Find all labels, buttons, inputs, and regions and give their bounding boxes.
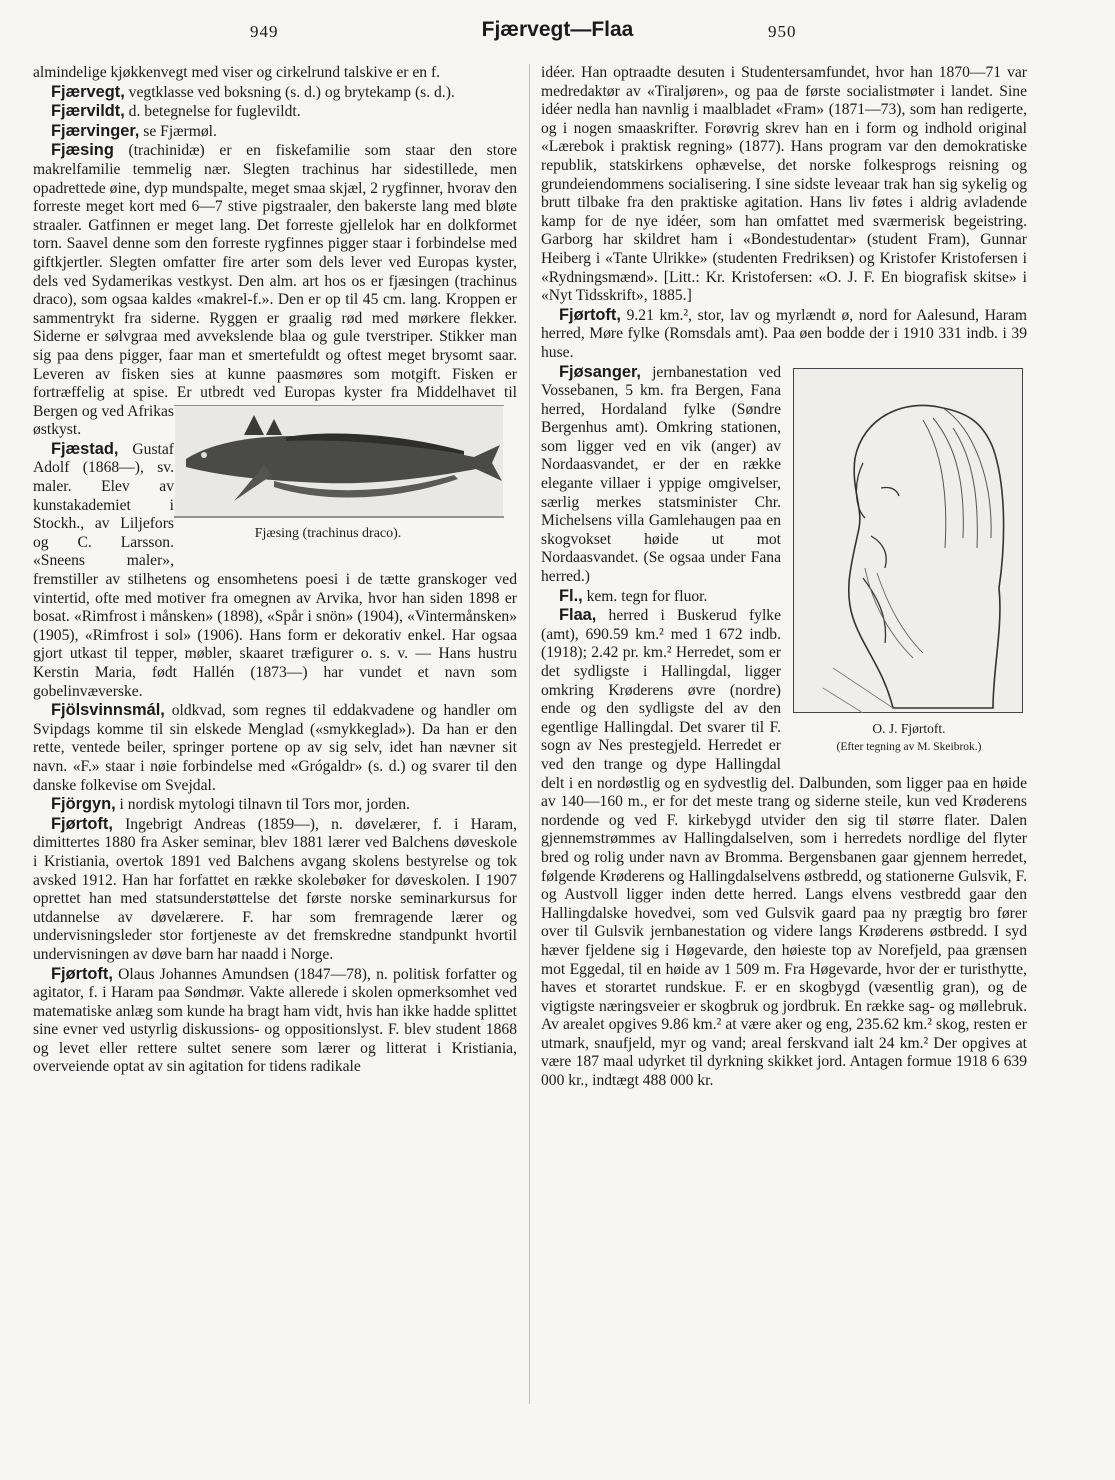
entry-text: oldkvad, som regnes til eddakvadene og handler om Svipdags komme til sin elskede Menglad («smykkeglad»). Da han er den rette, ventede beiler, springer portene op av sig selv, idet han nævner sit navn. «F.» staar i nøie forbindelse med «Grógaldr» (s. d.) og svarer til den danske folkevise om Svejdal. [33, 702, 517, 794]
entry-fjolsvinnsmal [33, 701, 517, 795]
page-header [0, 18, 1115, 48]
entry-fjaervegt [33, 83, 517, 103]
fish-caption: Fjæsing (trachinus draco). [254, 526, 402, 542]
fish-figure [174, 405, 509, 560]
entry-text: Gustaf Adolf (1868—), sv. maler. Elev av kunstakademiet i Stockh., av Liljefors og C. Larsson. «Sneens maler», fremstiller av stilhetens og ensomhetens poesi i de tætte granskoger ved vintertid, ofte med motiver fra omegnen av Arvika, hvor han siden 1898 er bosat. «Rimfrost i månsken» (1898), «Spår i snön» (1904), «Vintermånsken» (1905), «Rimfrost i sol» (1906). Hans form er dekorativ enkel. Har ogsaa gjort utkast til tepper, møbler, skaaret træfigurer o. s. v. — Hans hustru Kerstin Maria, født Hallén (1873—) har vundet et navn som gobelinvæverske. [33, 440, 517, 700]
headword: Fjærvinger, [51, 121, 140, 140]
headword: Fjölsvinnsmál, [51, 701, 165, 720]
headword: Fjærvildt, [51, 102, 125, 121]
portrait-figure [791, 368, 1027, 768]
continued-paragraph: idéer. Han optraadte desuten i Studentersamfundet, hvor han 1870—71 var medredaktør av «Tiraljøren», og paa de første socialistmøter i landet. Sine idéer nedla han navnlig i maalbladet «Fram» (1871—73), som han redigerte, og i nogen smaaskrifter. Forøvrig skrev han en i form og indhold original «Lærebok i praktisk regning» (1877). Hans program var den demokratiske republik, statskirkens ophævelse, det norske folkesprogs reisning og grundeiendommens socialisering. I sine sidste leveaar trak han sig sykelig og brutt tilbake fra den praktiske agitation. Hans liv føtes i aldrig avladende kamp for de nye idéer, som han omfattet med sværmerisk begeistring. Garborg har skildret ham i «Bondestudentar» (student Fram), Gunnar Heiberg i «Tante Ulrikke» (studenten Fredriksen) og Kristofer Kristofersen i «Rydningsmænd». [Litt.: Kr. Kristofersen: «O. J. F. En biografisk skitse» i «Nyt Tidsskrift», 1885.] [541, 64, 1027, 305]
page-number-right: 950 [768, 22, 797, 41]
headword: Fjøsanger, [559, 362, 641, 381]
portrait-caption: O. J. Fjørtoft. [872, 721, 946, 736]
portrait-drawing [793, 368, 1023, 713]
running-title: Fjærvegt—Flaa [481, 18, 634, 41]
entry-text: jernbanestation ved Vossebanen, 5 km. fra Bergen, Fana herred, Hordaland fylke (Søndre Bergenhus amt). Omkring stationen, som ligger ved en vik (anger) av Nordaasvandet, er der en række elegante villaer i yppige omgivelser, særlig merkes statsminister Chr. Michelsens villa Gamlehaugen paa en skogvokset høide ut mot Nordaasvandet. (Se ogsaa under Fana herred.) [541, 363, 781, 586]
entry-text: 9.21 km.², stor, lav og myrlændt ø, nord for Aalesund, Haram herred, Møre fylke (Romsdals amt). Paa øen bodde der i 1910 331 indb. i 39 huse. [541, 306, 1027, 361]
entry-fjaervildt [33, 102, 517, 122]
headword: Fjærvegt, [51, 82, 125, 101]
headword: Flaa, [559, 606, 597, 625]
entry-text: kem. tegn for fluor. [582, 587, 708, 605]
column-divider [529, 64, 530, 1404]
entry-text: i nordisk mytologi tilnavn til Tors mor, jorden. [115, 796, 410, 814]
portrait-credit: (Efter tegning av M. Skeibrok.) [836, 741, 982, 753]
entry-text: herred i Buskerud fylke (amt), 690.59 km.² med 1 672 indb. (1918); 2.42 pr. km.² Herredet, som er det sydligste i Hallingdal, ligger omkring Krøderens øvre (nordre) ende og den sydligste del av den egentlige Hallingdal. Det svarer til F. sogn av Nes prestegjeld. Herredet er ved den trange og dype Hallingdal delt i en nordøstlig og en sydvestlig del. Dalbunden, som ligger paa en høide av 140—160 m., er for det meste trang og siderne steile, kun ved Krøderens nordende og ved F. kirkebygd utvider den sig til større flater. Dalen gjennemstrømmes av Hallingdalselven, som i herredets nordlige del flyter bred og rolig under navn av Bromma. Bergensbanen gaar gjennem herredet, følgende Krøderens og Hallingdalselvens østbredd, og stationerne Gulsvik, F. og Austvoll ligger inden dette herred. Langs elvens vestbredd gaar den Hallingdalske hovedvei, som ved Gulsvik gaard paa ny prægtig bro fører over til Gulsvik jernbanestation og videre langs Krøderens østbredd. I syd hæver fjeldene sig i Høgevarde, den høieste top av Norefjeld, paa grænsen mot Eggedal, til en høide av 1 509 m. Fra Høgevarde, hvor der er turisthytte, haves et storartet rundskue. F. er en skogbygd (væsentlig gran), og de vigtigste næringsveier er skogbruk og jordbruk. En række sag- og møllebruk. Av arealet opgives 9.86 km.² at være aker og eng, 235.62 km.² skog, resten er utmark, snaufjeld, myr og vand; areal ferskvand ialt 24 km.² Der opgives at være 187 maal udyrket til dyrkning skikket jord. Antagen formue 1918 6 639 000 kr., indtægt 488 000 kr. [541, 607, 1027, 1090]
entry-text: Ingebrigt Andreas (1859—), n. døvelærer, f. i Haram, dimittertes 1880 fra Asker seminar, blev 1881 lærer ved Balchens døveskole i Kristiania, overtok 1891 ved Balchens avgang skolens bestyrelse og tok avsked 1912. Han har forfattet en række skolebøker for døveskolen. I 1907 oprettet han med statsunderstøttelse det første norske seminarkursus for utdannelse av døvelærere. F. har som fremragende lærer og undervisningsleder stor fortjeneste av det fremskredne standpunkt hvortil undervisningen av døve barn har naadd i Norge. [33, 815, 517, 963]
headword: Fjörgyn, [51, 795, 116, 814]
fish-illustration [174, 405, 504, 518]
headword: Fjørtoft, [51, 964, 113, 983]
entry-text: d. betegnelse for fuglevildt. [124, 103, 301, 121]
entry-fjaervinger [33, 122, 517, 142]
page-number-left: 949 [250, 22, 279, 41]
headword: Fjørtoft, [559, 305, 621, 324]
right-column [541, 64, 1027, 1091]
left-column [33, 64, 517, 1077]
entry-text: (trachinidæ) er en fiskefamilie som staar den store makrelfamilie temmelig nær. Slegten trachinus har sidestillede, men opadrettede øine, dyp mundspalte, meget smaa skjæl, 2 rygfinner, hvorav den forreste meget kort med 6—7 stive pigstraaler, den bakerste lang med bløte straaler. Gatfinnen er meget lang. Det forreste gjellelok har en dolkformet torn. Saavel denne som den forreste rygfinnes pigger staar i forbindelse med giftkjertler. Slegten omfatter fire arter som dels lever ved Europas kyster, dels ved Sydamerikas vestkyst. Den alm. art hos os er fjæsingen (trachinus draco), som ogsaa kaldes «makrel-f.». Den er op til 45 cm. lang. Kroppen er sammentrykt fra siderne. Ryggen er graalig rød med mørkere flekker. Siderne er sølvgraa med avvekslende blaa og gule tverstriper. Stikker man sig paa dens pigger, faar man et smertefuldt og oftest meget brysomt saar. Leveren av fisken sies at kunne paasmøres som motgift. Fisken er fortræffelig at spise. Er utbredt ved Europas kyster fra Middelhavet til Bergen og ved Afrikas østkyst. [33, 142, 517, 439]
entry-fjortoft-olaus [33, 965, 517, 1078]
headword: Fl., [559, 586, 583, 605]
entry-text: vegtklasse ved boksning (s. d.) og brytekamp (s. d.). [124, 83, 455, 101]
entry-fjortoft-island [541, 306, 1027, 363]
headword: Fjæsing [51, 141, 114, 160]
headword: Fjørtoft, [51, 814, 113, 833]
continued-paragraph: almindelige kjøkkenvegt med viser og cirkelrund talskive er en f. [33, 64, 441, 81]
entry-text: Olaus Johannes Amundsen (1847—78), n. politisk forfatter og agitator, f. i Haram paa Søndmør. Vakte allerede i skolen opmerksomhet ved matematiske anlæg som kunde ha bragt ham vidt, hvis han ikke hadde splittet sine evner ved ustyrlig diskussions- og oppositionslyst. F. blev student 1868 og levet eller rettere sultet senere som lærer og litterat i Kristiania, overveiende optat av sin agitation for tidens radikale [33, 965, 517, 1076]
entry-text: se Fjærmøl. [139, 122, 217, 140]
entry-fjorgyn [33, 795, 517, 815]
entry-fjortoft-ingebrigt [33, 815, 517, 965]
headword: Fjæstad, [51, 439, 119, 458]
